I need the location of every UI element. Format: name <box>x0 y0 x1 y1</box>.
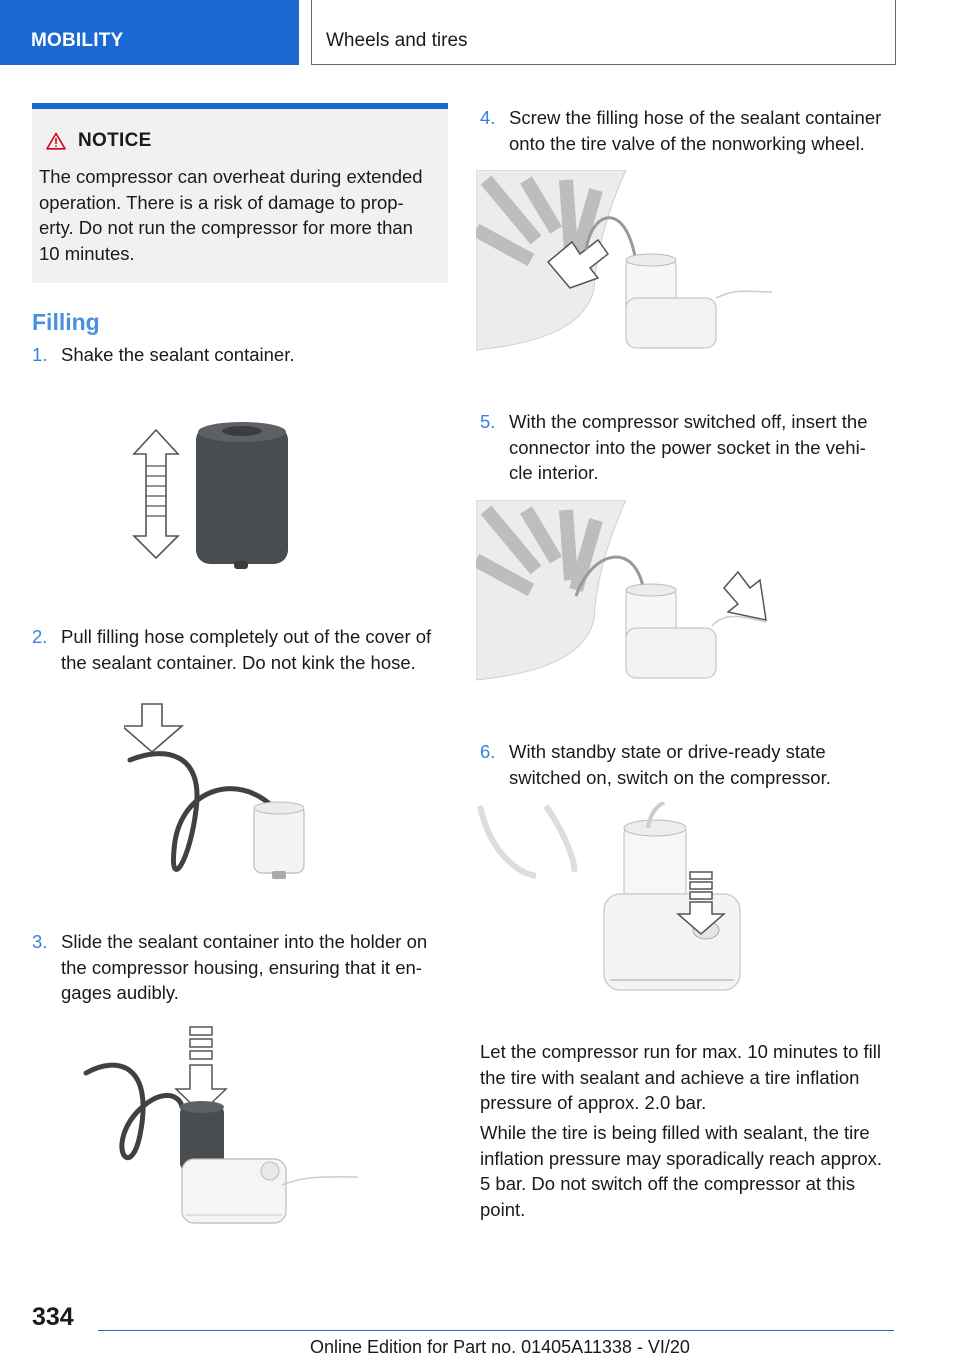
paragraph-line: 5 bar. Do not switch off the compressor at this <box>480 1173 855 1194</box>
step-line: With the compressor switched off, insert the <box>509 411 868 432</box>
step-line: cle interior. <box>509 462 599 483</box>
header-chapter-label: Wheels and tires <box>326 30 468 51</box>
paragraph-line: the tire with sealant and achieve a tire inflation <box>480 1066 860 1088</box>
step-line: Shake the sealant container. <box>61 344 295 365</box>
paragraph-line: point. <box>480 1198 526 1220</box>
notice-text <box>39 164 441 266</box>
header-section-label: MOBILITY <box>31 30 124 51</box>
paragraph-line: While the tire is being filled with sealant, the tire <box>480 1122 870 1143</box>
step-line: gages audibly. <box>61 982 179 1003</box>
step-number: 3. <box>32 931 48 952</box>
step-number: 4. <box>480 107 496 128</box>
header-section-tab <box>0 0 299 65</box>
step-line: onto the tire valve of the nonworking wheel. <box>509 132 865 154</box>
step-line: Screw the filling hose of the sealant container <box>509 107 882 128</box>
paragraph-run-compressor <box>480 1039 881 1116</box>
insert-container-illustration <box>78 1025 368 1235</box>
notice-line: 10 minutes. <box>39 242 135 264</box>
footer-edition: Online Edition for Part no. 01405A11338 - VI/20 <box>310 1337 690 1357</box>
step-line: With standby state or drive-ready state <box>509 741 826 762</box>
notice-heading <box>46 130 152 152</box>
step-number: 2. <box>32 626 48 647</box>
notice-line: erty. Do not run the compressor for more than <box>39 217 413 238</box>
paragraph-pressure-note <box>480 1120 882 1222</box>
shake-container-illustration <box>132 418 297 573</box>
step-line: switched on, switch on the compressor. <box>509 766 831 788</box>
step-number: 1. <box>32 344 48 365</box>
paragraph-line: inflation pressure may sporadically reach approx. <box>480 1147 883 1169</box>
switch-on-compressor-illustration <box>476 802 746 1007</box>
connect-power-illustration <box>476 500 776 685</box>
step-number: 5. <box>480 411 496 432</box>
filling-heading: Filling <box>32 309 100 335</box>
step-line: connector into the power socket in the vehi‐ <box>509 436 866 458</box>
step-line: the sealant container. Do not kink the hose. <box>61 651 416 673</box>
step-line: Pull filling hose completely out of the cover of <box>61 626 432 647</box>
paragraph-line: Let the compressor run for max. 10 minutes to fill <box>480 1041 882 1062</box>
step-line: the compressor housing, ensuring that it en‐ <box>61 956 422 978</box>
step-number: 6. <box>480 741 496 762</box>
notice-line: operation. There is a risk of damage to prop‐ <box>39 191 404 213</box>
notice-title: NOTICE <box>78 130 152 151</box>
pull-hose-illustration <box>124 700 314 890</box>
header-chapter-box <box>311 0 896 65</box>
notice-line: The compressor can overheat during extended <box>39 166 423 187</box>
page-number: 334 <box>32 1303 74 1331</box>
screw-hose-illustration <box>476 170 776 355</box>
step-line: Slide the sealant container into the holder on <box>61 931 428 952</box>
paragraph-line: pressure of approx. 2.0 bar. <box>480 1092 707 1113</box>
footer-divider <box>98 1330 894 1331</box>
warning-triangle-icon <box>46 132 66 150</box>
